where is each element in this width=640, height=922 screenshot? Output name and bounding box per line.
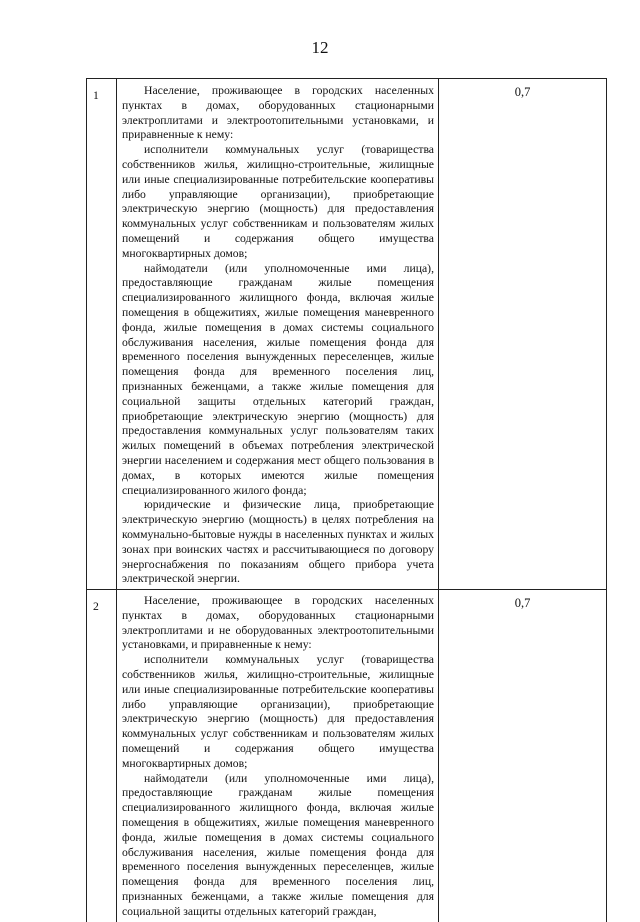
table-row xyxy=(87,79,607,590)
paragraph: наймодатели (или уполномоченные ими лица), предоставляющие гражданам жилые помещения специализированного жилищного фонда, включая жилые помещения в общежитиях, жилые помещения маневренного фонда, жилые помещения в домах системы социального обслуживания населения, жилые помещения фонда для временного поселения вынужденных переселенцев, жилые помещения фонда для временного поселения лиц, признанных беженцами, а также жилые помещения для социальной защиты отдельных категорий граждан, приобретающие электрическую энергию (мощность) для предоставления коммунальных услуг пользователям таких жилых помещений в объемах потребления электрической энергии населением и содержания мест общего пользования в домах, в которых имеются жилые помещения специализированного жилого фонда; xyxy=(122,261,434,497)
tariff-table xyxy=(86,78,607,922)
table-row xyxy=(87,590,607,922)
row-value-cell xyxy=(439,79,607,590)
row-number: 1 xyxy=(93,89,99,102)
row-value: 0,7 xyxy=(514,85,531,99)
paragraph: исполнители коммунальных услуг (товарищества собственников жилья, жилищно-строительные, жилищные или иные специализированные потребительские кооперативы либо управляющие организации), приобретающие электрическую энергию (мощность) для предоставления коммунальных услуг собственникам и пользователям жилых помещений и содержания общего имущества многоквартирных домов; xyxy=(122,653,434,770)
row-number-cell xyxy=(87,590,117,922)
row-value-cell xyxy=(439,590,607,922)
paragraph: Население, проживающее в городских населенных пунктах в домах, оборудованных стационарными электроплитами и не оборудованных электроотопительными установками, и приравненные к нему: xyxy=(122,594,434,652)
paragraph: юридические и физические лица, приобретающие электрическую энергию (мощность) в целях потребления на коммунально-бытовые нужды в населенных пунктах и жилых зонах при воинских частях и рассчитывающиеся по договору энергоснабжения по показаниям общего прибора учета электрической энергии. xyxy=(122,498,434,586)
row-description-cell xyxy=(117,590,439,922)
row-description-cell xyxy=(117,79,439,590)
row-number: 2 xyxy=(93,600,99,614)
paragraph: Население, проживающее в городских населенных пунктах в домах, оборудованных стационарными электроплитами и электроотопительными установками, и приравненные к нему: xyxy=(122,84,434,142)
row-value: 0,7 xyxy=(514,596,531,611)
row-number-cell xyxy=(87,79,117,590)
paragraph: наймодатели (или уполномоченные ими лица), предоставляющие гражданам жилые помещения специализированного жилищного фонда, включая жилые помещения в общежитиях, жилые помещения маневренного фонда, жилые помещения в домах системы социального обслуживания населения, жилые помещения фонда для временного поселения вынужденных переселенцев, жилые помещения фонда для временного поселения лиц, признанных беженцами, а также жилые помещения для социальной защиты отдельных категорий граждан, xyxy=(122,771,434,918)
page-number: 12 xyxy=(311,38,329,57)
paragraph: исполнители коммунальных услуг (товарищества собственников жилья, жилищно-строительные, жилищные или иные специализированные потребительские кооперативы либо управляющие организации), приобретающие электрическую энергию (мощность) для предоставления коммунальных услуг собственникам и пользователям жилых помещений и содержания общего имущества многоквартирных домов; xyxy=(122,143,434,260)
